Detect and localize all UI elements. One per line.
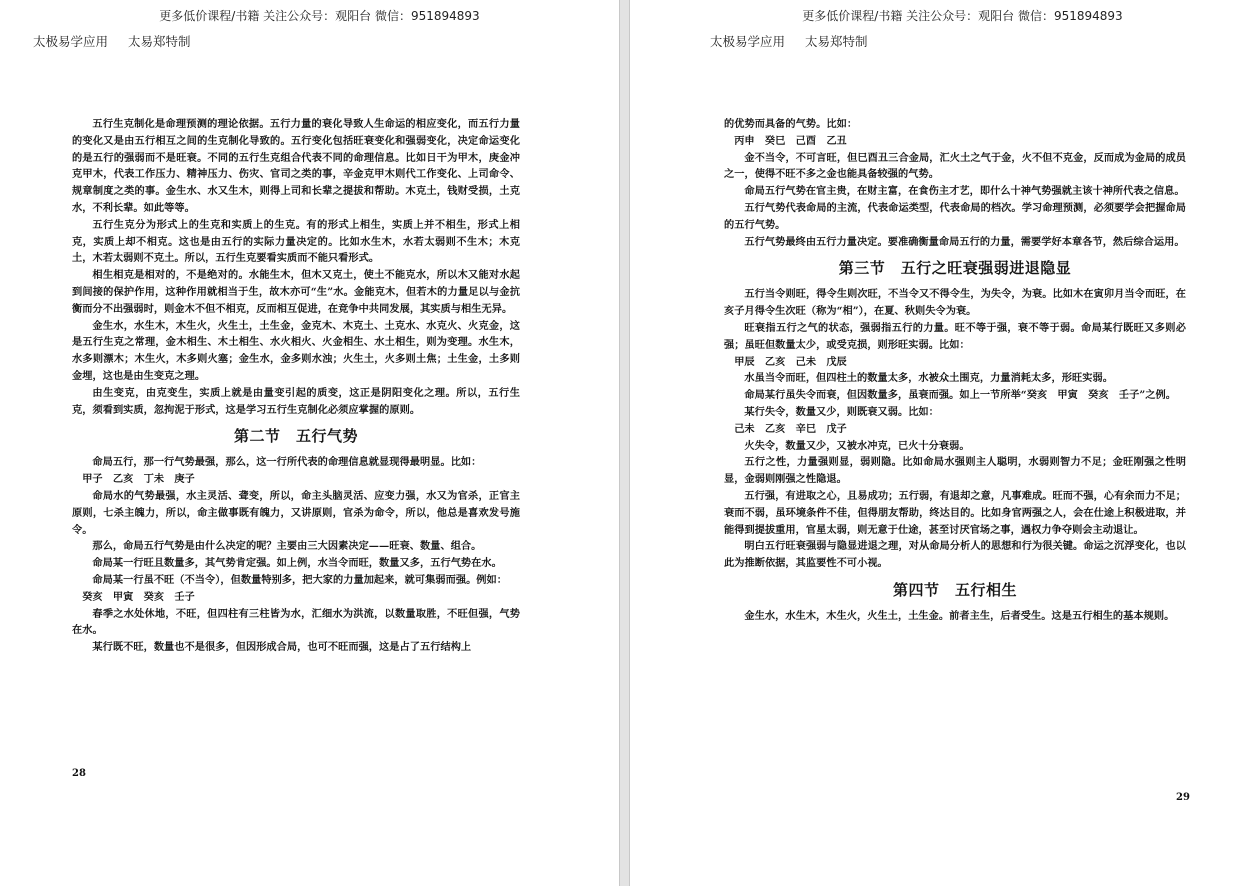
paragraph: 命局五行气势在官主贵，在财主富，在食伤主才艺，即什么十神气势强就主该十神所代表之信息。 — [744, 185, 1185, 198]
header-ad-text: 更多低价课程/书籍 关注公众号：观阳台 微信：951894893 — [802, 9, 1123, 23]
header-ad-text: 更多低价课程/书籍 关注公众号：观阳台 微信：951894893 — [159, 9, 480, 23]
paragraph: 某行失令，数量又少，则既衰又弱。比如： — [744, 405, 939, 418]
paragraph: 五行之性，力量强则显，弱则隐。比如命局水强则主人聪明，水弱则智力不足；金旺刚强之性明显，金弱则刚强之性隐退。 — [724, 456, 1186, 486]
stems-example: 己未 乙亥 辛巳 戊子 — [734, 422, 847, 435]
section-heading: 第四节 五行相生 — [892, 580, 1017, 599]
page-number: 29 — [1176, 792, 1190, 803]
author-label: 太易郑特制 — [805, 34, 868, 49]
stems-example: 癸亥 甲寅 癸亥 壬子 — [82, 590, 195, 603]
paragraph: 由生变克，由克变生，实质上就是由量变引起的质变，这正是阴阳变化之理。所以，五行生克，须看到实质，忽拘泥于形式，这是学习五行生克制化必须应掌握的原则。 — [72, 386, 520, 416]
paragraph: 金不当令，不可言旺，但巳酉丑三合金局，汇火土之气于金，火不但不克金，反而成为金局的成员之一，使得不旺不多之金也能具备较强的气势。 — [724, 151, 1186, 181]
paragraph: 五行气势最终由五行力量决定。要准确衡量命局五行的力量，需要学好本章各节，然后综合运用。 — [744, 235, 1185, 248]
page-number: 28 — [72, 768, 86, 779]
paragraph: 相生相克是相对的，不是绝对的。水能生木，但木又克土，使土不能克水，所以木又能对水起到间接的保护作用，这种作用就相当于生，故木亦可“生”水。金能克木，但若木的力量足以与金抗衡而分不出强弱时，则金木不但不相克，反而相互促进，在竞争中共同发展，其实质与相生无异。 — [72, 269, 520, 315]
paragraph: 五行当令则旺，得令生则次旺，不当令又不得令生，为失令，为衰。比如木在寅卯月当令而旺，在亥子月得令生次旺（称为“相”），在夏、秋则失令为衰。 — [724, 288, 1186, 318]
left-page-body — [72, 116, 520, 656]
paragraph: 命局某一行虽不旺（不当令），但数量特别多，把大家的力量加起来，就可集弱而强。例如： — [92, 573, 508, 586]
section-heading: 第二节 五行气势 — [233, 427, 358, 446]
running-head — [710, 32, 868, 50]
stems-example: 甲辰 乙亥 己未 戊辰 — [734, 355, 847, 368]
right-page — [630, 0, 1255, 886]
running-head — [33, 32, 191, 50]
paragraph: 春季之水处休地，不旺，但四柱有三柱皆为水，汇细水为洪流，以数量取胜，不旺但强，气势在水。 — [72, 607, 520, 637]
book-title: 太极易学应用 — [33, 34, 109, 49]
paragraph: 金生水，水生木，木生火，火生土，土生金。前者主生，后者受生。这是五行相生的基本规则。 — [744, 609, 1175, 622]
paragraph: 五行生克制化是命理预测的理论依据。五行力量的衰化导致人生命运的相应变化，而五行力量的变化又是由五行相互之间的生克制化导致的。五行变化包括旺衰变化和强弱变化，决定命运变化的是五行的强弱而不是旺衰。不同的五行生克组合代表不同的命理信息。比如日干为甲木，庚金冲克甲木，代表工作压力、精神压力、伤灾、官司之类的事，辛金克甲木则代工作变化、上司命令、规章制度之类的事。金生水、水又生木，则得上司和长辈之提拔和帮助。木克土，钱财受损，土克水，不利长辈。如此等等。 — [72, 118, 520, 214]
paragraph: 命局某行虽失令而衰，但因数量多，虽衰而强。如上一节所举“癸亥 甲寅 癸亥 壬子”之例。 — [744, 389, 1176, 402]
paragraph: 命局某一行旺且数量多，其气势肯定强。如上例，水当令而旺，数量又多，五行气势在水。 — [92, 557, 502, 570]
paragraph: 金生水，水生木，木生火，火生土，土生金，金克木、木克土、土克水、水克火、火克金，这是五行生克之常理，金木相生、木土相生、水火相火、火金相生、水土相生，则为变理。水生木，水多则漂木；木生火，木多则火塞；金生水，金多则水浊；火生土，火多则土焦；土生金，土多则金埋，这也是由生变克之理。 — [72, 319, 520, 382]
paragraph: 火失令，数量又少，又被水冲克，已火十分衰弱。 — [744, 439, 970, 452]
paragraph: 五行强，有进取之心，且易成功；五行弱，有退却之意，凡事难成。旺而不强，心有余而力不足；衰而不弱，虽环境条件不佳，但得朋友帮助，终达目的。比如身官两强之人，会在仕途上积极进取，并能得到提拔重用，官星太弱，则无意于仕途，甚至讨厌官场之事，遇权力争夺则会主动退让。 — [724, 489, 1186, 536]
paragraph: 明白五行旺衰强弱与隐显进退之理，对从命局分析人的思想和行为很关键。命运之沉浮变化，也以此为推断依据，其监要性不可小视。 — [724, 540, 1186, 570]
paragraph: 那么，命局五行气势是由什么决定的呢？主要由三大因素决定——旺衰、数量、组合。 — [92, 540, 482, 553]
author-label: 太易郑特制 — [128, 34, 191, 49]
left-page — [0, 0, 619, 886]
paragraph: 命局水的气势最强，水主灵活、聋变，所以，命主头脑灵活、应变力强，水又为官杀，正官主原则，七杀主魄力，所以，命主做事既有魄力，又讲原则，官杀为命令，所以，他总是喜欢发号施令。 — [72, 489, 520, 536]
paragraph: 五行生克分为形式上的生克和实质上的生克。有的形式上相生，实质上并不相生，形式上相克，实质上却不相克。这也是由五行的实际力量决定的。比如水生木，水若太弱则不生木；木克土，木若太弱则不克土。所以，五行生克要看实质而不能只看形式。 — [72, 218, 520, 265]
paragraph: 命局五行，那一行气势最强，那么，这一行所代表的命理信息就显现得最明显。比如： — [92, 456, 482, 469]
stems-example: 丙申 癸巳 己酉 乙丑 — [734, 134, 847, 147]
section-heading: 第三节 五行之旺衰强弱进退隐显 — [838, 259, 1072, 278]
right-page-body — [724, 116, 1186, 625]
stems-example: 甲子 乙亥 丁未 庚子 — [82, 473, 195, 486]
paragraph: 某行既不旺，数量也不是很多，但因形成合局，也可不旺而强，这是占了五行结构上 — [92, 641, 472, 654]
book-title: 太极易学应用 — [710, 34, 786, 49]
paragraph: 的优势而具备的气势。比如： — [724, 118, 858, 130]
paragraph: 水虽当令而旺，但四柱土的数量太多，水被众土围克，力量消耗太多，形旺实弱。 — [744, 372, 1113, 385]
paragraph: 五行气势代表命局的主流，代表命运类型，代表命局的档次。学习命理预测，必须要学会把握命局的五行气势。 — [724, 201, 1186, 231]
paragraph: 旺衰指五行之气的状态，强弱指五行的力量。旺不等于强，衰不等于弱。命局某行既旺又多则必强；虽旺但数量太少，或受克损，则形旺实弱。比如： — [724, 321, 1186, 351]
page-gutter — [619, 0, 630, 886]
